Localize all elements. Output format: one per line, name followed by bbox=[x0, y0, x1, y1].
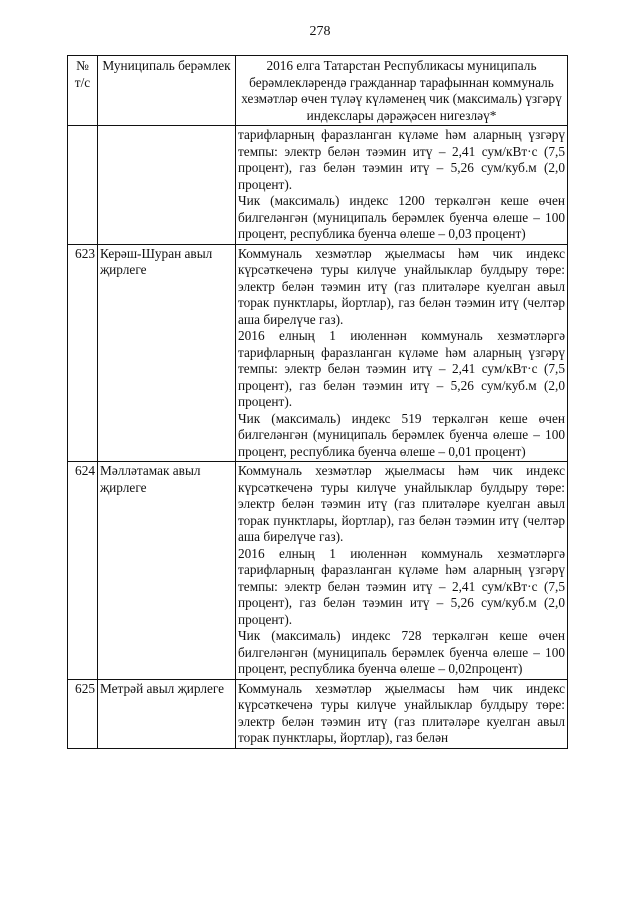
table-header-row bbox=[68, 56, 568, 126]
row-municipality bbox=[98, 126, 236, 245]
row-number bbox=[68, 126, 98, 245]
description-limit-index: Чик (максималь) индекс 519 теркәлгән кеше өчен билгеләнгән (муниципаль берәмлек буенча өлеше – 100 процент, республика буенча өлеше – 0,01 процент) bbox=[238, 410, 565, 459]
table-row bbox=[68, 679, 568, 748]
header-municipality: Муниципаль берәмлек bbox=[98, 56, 236, 126]
row-municipality: Метрәй авыл җирлеге bbox=[98, 679, 236, 748]
row-number: 625 bbox=[68, 679, 98, 748]
table-row bbox=[68, 462, 568, 680]
description-tariffs: 2016 елның 1 июленнән коммуналь хезмәтләргә тарифларның фаразланган күләме һәм аларның үзгәрү темпы: электр белән тәэмин итү – 2,41 сум/кВт·с (7,5 процент), газ белән тәэмин итү – 5,26 сум/куб.м (2,0 процент). bbox=[238, 328, 565, 409]
table-row bbox=[68, 126, 568, 245]
description-services: Коммуналь хезмәтләр җыелмасы һәм чик индекс күрсәткеченә туры килүче унайлыклар булдыру төре: электр белән тәэмин итү (газ плитәләре куелган авыл торак пунктлары, йортлар), газ белән bbox=[238, 680, 565, 745]
row-municipality: Керәш-Шуран авыл җирлеге bbox=[98, 244, 236, 462]
tariff-index-table bbox=[67, 55, 568, 749]
row-description bbox=[236, 679, 568, 748]
description-limit-index: Чик (максималь) индекс 1200 теркәлгән кеше өчен билгеләнгән (муниципаль берәмлек буенча өлеше – 100 процент, республика буенча өлеше – 0,03 процент) bbox=[238, 193, 565, 241]
row-number: 623 bbox=[68, 244, 98, 462]
row-municipality: Мәлләтамак авыл җирлеге bbox=[98, 462, 236, 680]
description-services: Коммуналь хезмәтләр җыелмасы һәм чик индекс күрсәткеченә туры килүче унайлыклар булдыру төре: электр белән тәэмин итү (газ плитәләре куелган авыл торак пунктлары, йортлар), газ белән тәэмин итү (челтәр аша бирелүче газ). bbox=[238, 463, 565, 544]
row-description bbox=[236, 126, 568, 245]
description-tariffs: тарифларның фаразланган күләме һәм аларның үзгәрү темпы: электр белән тәэмин итү – 2,41 сум/кВт·с (7,5 процент), газ белән тәэмин итү – 5,26 сум/куб.м (2,0 процент). bbox=[238, 127, 565, 192]
page-number: 278 bbox=[309, 24, 331, 39]
description-services: Коммуналь хезмәтләр җыелмасы һәм чик индекс күрсәткеченә туры килүче унайлыклар булдыру төре: электр белән тәэмин итү (газ плитәләре куелган авыл торак пунктлары, йортлар), газ белән тәэмин итү (челтәр аша бирелүче газ). bbox=[238, 245, 565, 327]
row-description bbox=[236, 462, 568, 680]
header-number: № т/с bbox=[68, 56, 98, 126]
description-tariffs: 2016 елның 1 июленнән коммуналь хезмәтләргә тарифларның фаразланган күләме һәм аларның үзгәрү темпы: электр белән тәэмин итү – 2,41 сум/кВт·с (7,5 процент), газ белән тәэмин итү – 5,26 сум/куб.м (2,0 процент). bbox=[238, 545, 565, 627]
header-description: 2016 елга Татарстан Республикасы муниципаль берәмлекләрендә гражданнар тарафыннан коммуналь хезмәтләр өчен түләү күләменең чик (максималь) үзгәрү индекслары дәрәҗәсен нигезләү* bbox=[236, 56, 568, 126]
table-row bbox=[68, 244, 568, 462]
row-number: 624 bbox=[68, 462, 98, 680]
row-description bbox=[236, 244, 568, 462]
description-limit-index: Чик (максималь) индекс 728 теркәлгән кеше өчен билгеләнгән (муниципаль берәмлек буенча өлеше – 100 процент, республика буенча өлеше – 0,02процент) bbox=[238, 628, 565, 676]
